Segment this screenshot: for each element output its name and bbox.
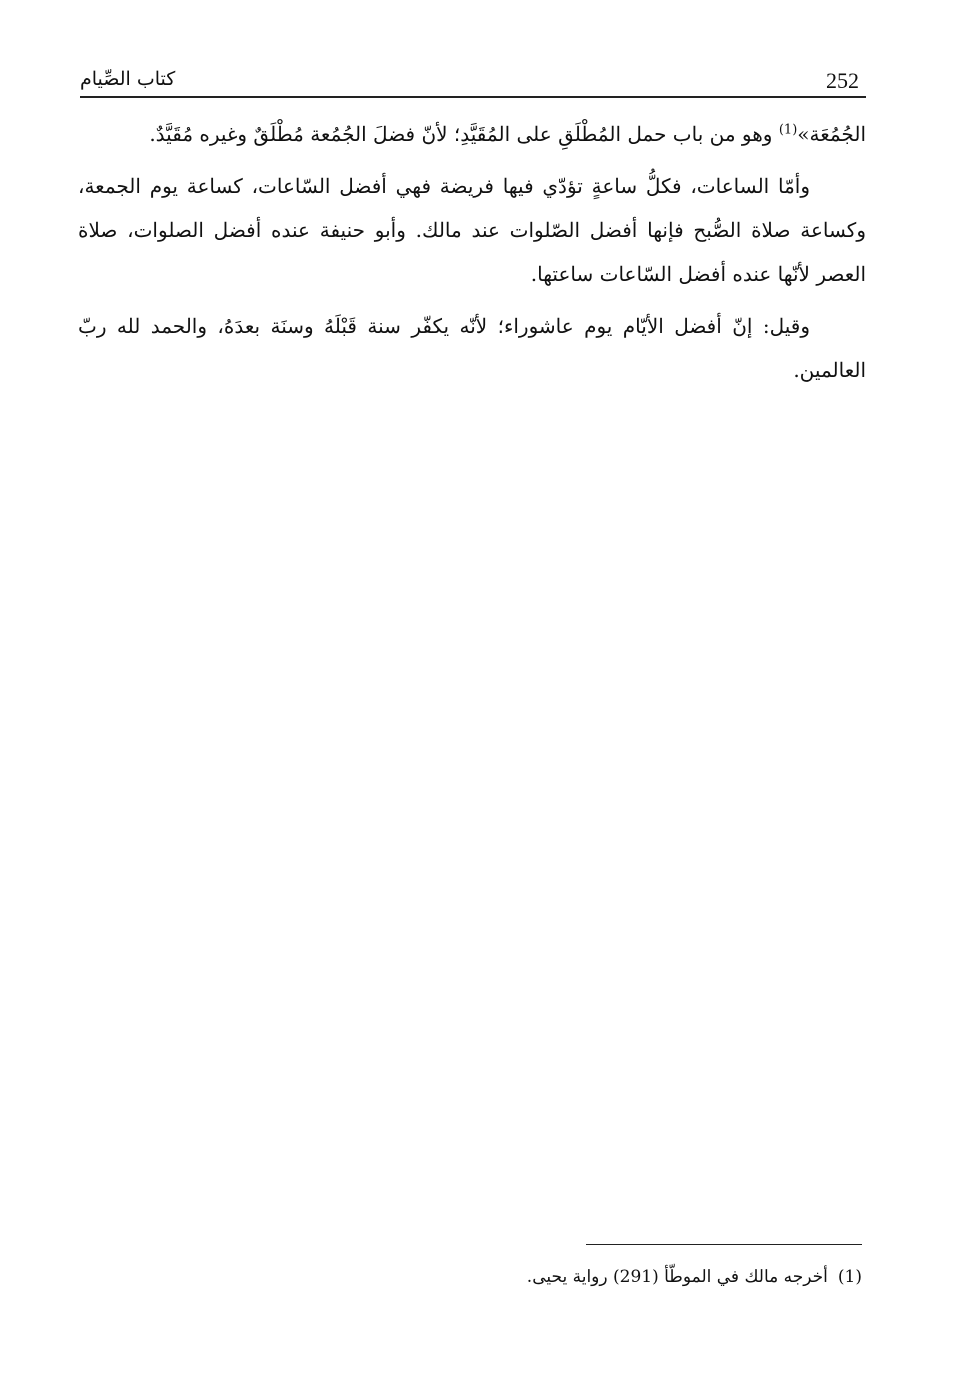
footnote xyxy=(80,1262,862,1292)
paragraph-3: وقيل: إنّ أفضل الأيّام يوم عاشوراء؛ لأنّه يكفّر سنة قَبْلَهُ وسنَة بعدَهُ، والحمد لله ربّ العالمين. xyxy=(78,314,866,382)
page-number: 252 xyxy=(826,68,859,93)
paragraph-1-start: الجُمُعَة» xyxy=(797,122,866,146)
footnote-divider xyxy=(586,1244,862,1245)
paragraph-1 xyxy=(78,112,866,156)
running-title: كتاب الصِّيام xyxy=(80,68,176,90)
paragraph-1-rest: وهو من باب حمل المُطْلَقِ على المُقَيَّدِ؛ لأنّ فضلَ الجُمُعة مُطْلَقٌ وغيره مُقَيَّدٌ. xyxy=(149,122,779,146)
footnote-text: أخرجه مالك في الموطّأ (291) رواية يحيى. xyxy=(526,1267,828,1287)
main-text-body xyxy=(78,112,866,400)
paragraph-2: وأمّا الساعات، فكلُّ ساعةٍ تؤدّي فيها فريضة فهي أفضل السّاعات، كساعة يوم الجمعة، وكساعة صلاة الصُّبح فإنها أفضل الصّلوات عند مالك. وأبو حنيفة عنده أفضل الصلوات، صلاة العصر لأنّها عنده أفضل السّاعات ساعتها. xyxy=(78,174,866,286)
header-divider xyxy=(80,96,866,98)
footnote-reference[interactable]: (1) xyxy=(778,122,798,138)
footnote-number: (1) xyxy=(837,1267,862,1287)
